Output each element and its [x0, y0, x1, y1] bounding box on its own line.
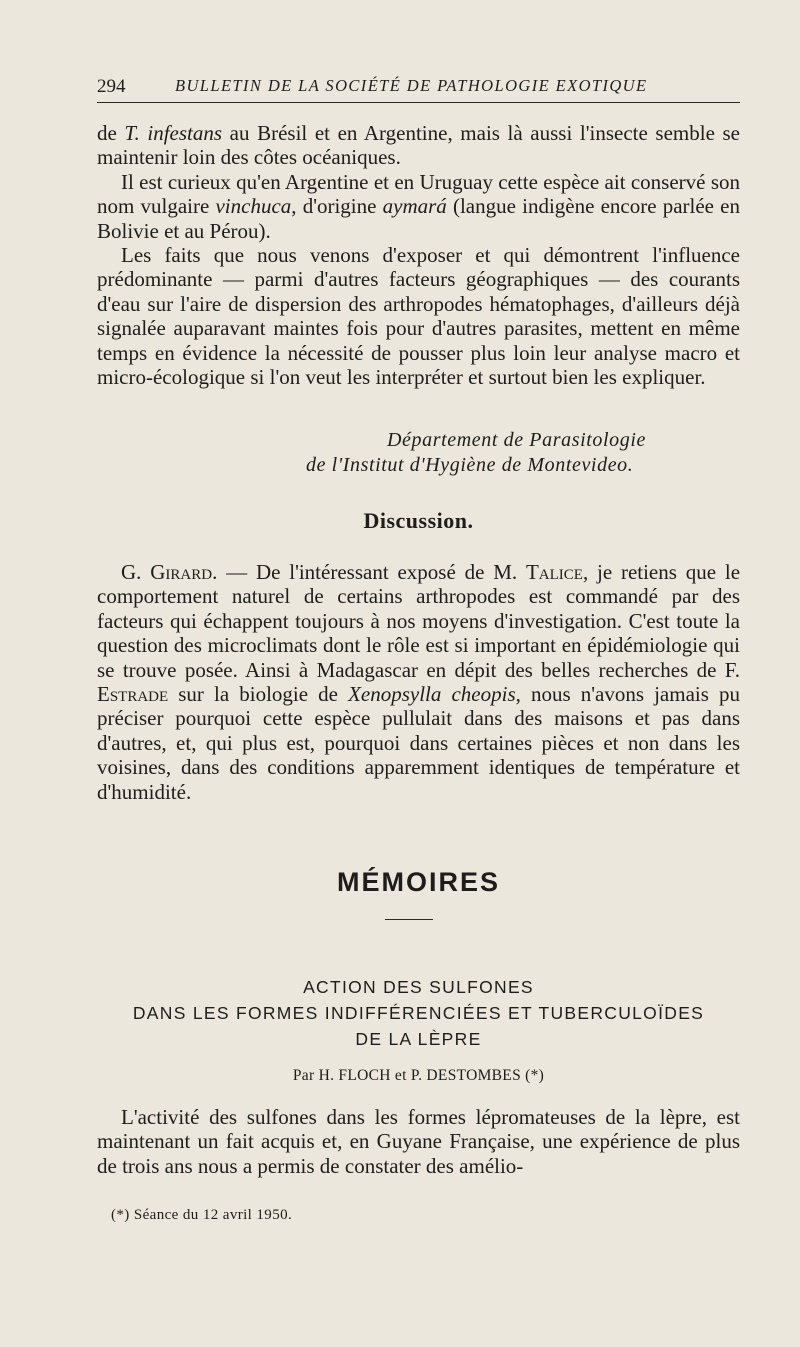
vernacular-name: vinchuca [215, 194, 292, 219]
footnote: (*) Séance du 12 avril 1950. [111, 1207, 293, 1223]
species-xenopsylla: Xenopsylla cheopis [348, 682, 516, 707]
article-authors: Par H. FLOCH et P. DESTOMBES (*) [292, 1067, 545, 1084]
paragraph-1: de T. infestans au Brésil et en Argentine, mais là aussi l'insecte semble se maintenir loin des côtes océaniques. [97, 121, 740, 170]
article-title-line-2: DANS LES FORMES INDIFFÉRENCIÉES ET TUBERCULOÏDES [132, 1003, 705, 1023]
paragraph-3: Les faits que nous venons d'exposer et qui démontrent l'influence prédominante — parmi d'autres facteurs géographiques — des courants d'eau sur l'aire de dispersion des arthropodes hématophages, d'ailleurs déjà signalée auparavant maintes fois pour d'autres parasites, mettent en même temps en évidence la nécessité de pousser plus loin leur analyse macro et micro-écologique si l'on veut les interpréter et surtout bien les expliquer. [97, 243, 740, 390]
language-name: aymará [382, 194, 447, 219]
discussion-heading: Discussion. [363, 508, 474, 533]
running-title: BULLETIN DE LA SOCIÉTÉ DE PATHOLOGIE EXOTIQUE [175, 76, 648, 95]
signature-line-1: Département de Parasitologie [387, 429, 646, 451]
author-estrade: Estrade [97, 682, 169, 707]
article-intro-paragraph: L'activité des sulfones dans les formes lépromateuses de la lèpre, est maintenant un fait acquis et, en Guyane Française, une expérience de plus de trois ans nous a permis de constater des amélio- [97, 1105, 740, 1178]
memoires-heading: MÉMOIRES [336, 867, 500, 897]
section-divider [385, 919, 433, 920]
article-title-line-1: ACTION DES SULFONES [303, 977, 534, 997]
discussion-paragraph: G. Girard. — De l'intéressant exposé de M. Talice, je retiens que le comportement naturel de certains arthropodes est commandé par des facteurs qui échappent toujours à nos moyens d'investigation. C'est toute la question des microclimats dont le rôle est si important en épidémiologie qui se trouve posée. Ainsi à Madagascar en dépit des belles recherches de F. Estrade sur la biologie de Xenopsylla cheopis, nous n'avons jamais pu préciser pourquoi cette espèce pullulait dans des maisons et pas dans d'autres, et, qui plus est, pourquoi dans certaines pièces et non dans les voisines, dans des conditions apparemment identiques de température et d'humidité. [97, 560, 741, 804]
author-talice: Talice [525, 560, 583, 584]
species-name: T. infestans [124, 121, 223, 145]
signature-line-2: de l'Institut d'Hygiène de Montevideo. [306, 454, 634, 476]
page-number: 294 [97, 76, 126, 97]
article-title-line-3: DE LA LÈPRE [355, 1029, 482, 1049]
paragraph-2: Il est curieux qu'en Argentine et en Uruguay cette espèce ait conservé son nom vulgaire vinchuca, d'origine aymará (langue indigène encore parlée en Bolivie et au Pérou). [97, 170, 740, 243]
page-header [97, 76, 740, 103]
author-girard: Girard [150, 560, 213, 584]
